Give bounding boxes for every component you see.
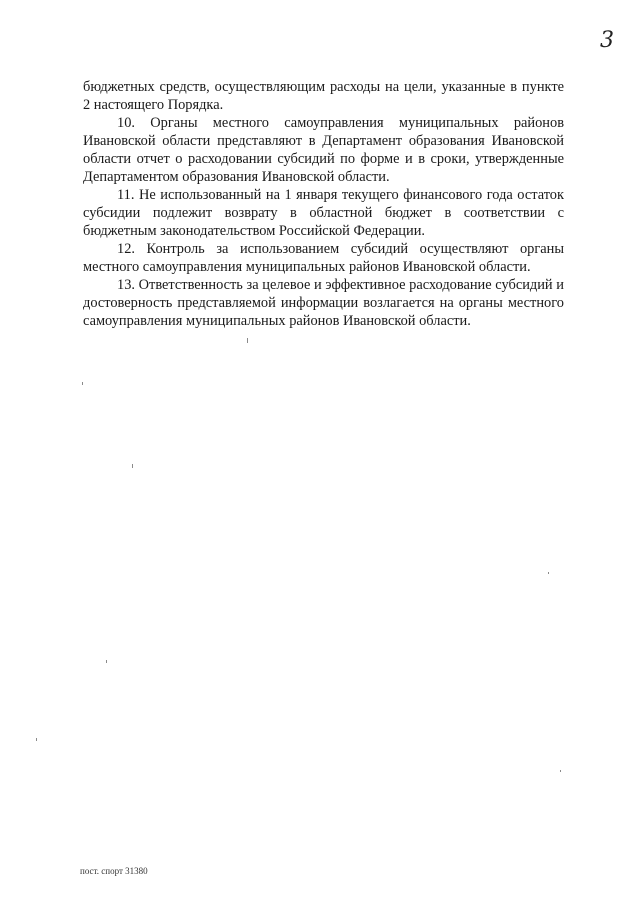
paragraph-item-11: 11. Не использованный на 1 января текущего финансового года остаток субсидии подлежит возврату в областной бюджет в соответствии с бюджетным законодательством Российской Федерации.: [83, 187, 564, 239]
paragraph-item-13: 13. Ответственность за целевое и эффективное расходование субсидий и достоверность представляемой информации возлагается на органы местного самоуправления муниципальных районов Ивановской области.: [83, 277, 564, 329]
scan-speck: [132, 464, 133, 468]
scan-speck: [82, 382, 83, 385]
paragraph-continuation: бюджетных средств, осуществляющим расходы на цели, указанные в пункте 2 настоящего Порядка.: [83, 79, 564, 113]
scan-speck: [36, 738, 37, 741]
paragraph-item-12: 12. Контроль за использованием субсидий осуществляют органы местного самоуправления муниципальных районов Ивановской области.: [83, 241, 564, 275]
page-number: 3: [600, 28, 614, 53]
scan-speck: [247, 338, 248, 343]
scan-speck: [560, 770, 561, 772]
footer-code: пост. спорт 31380: [80, 866, 148, 876]
scan-speck: [106, 660, 107, 663]
paragraph-item-10: 10. Органы местного самоуправления муниципальных районов Ивановской области представляют в Департамент образования Ивановской области отчет о расходовании субсидий по форме и в сроки, утвержденные Департаментом образования Ивановской области.: [83, 115, 564, 185]
scan-speck: [548, 572, 549, 574]
document-body: [83, 78, 564, 330]
